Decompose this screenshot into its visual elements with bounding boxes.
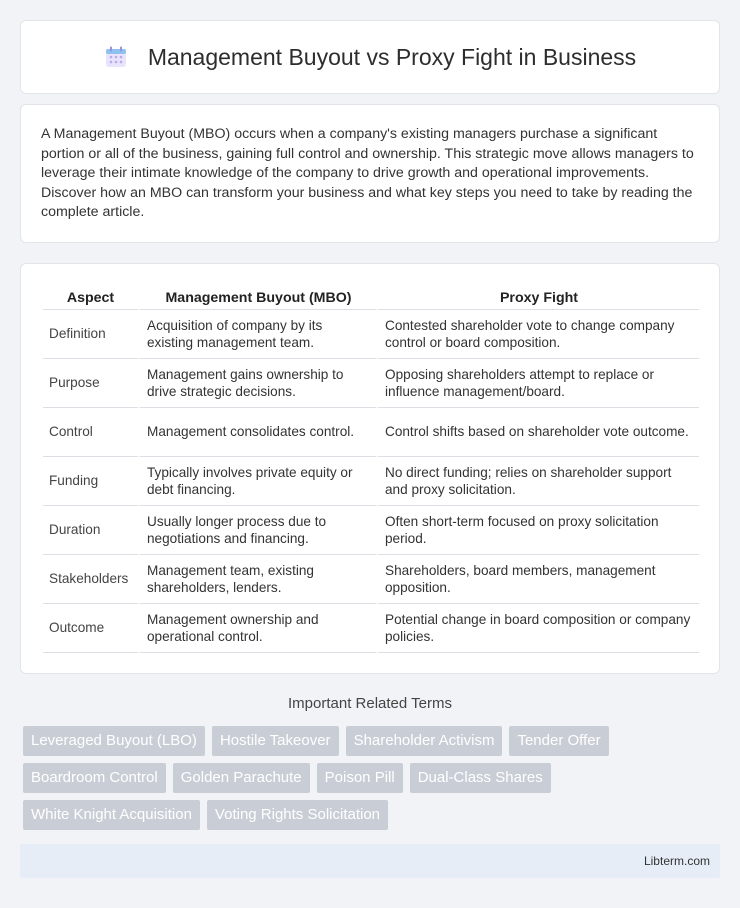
header-proxy-fight: Proxy Fight (376, 284, 699, 310)
intro-card (20, 104, 720, 243)
table-row (43, 457, 699, 506)
related-term-tag[interactable]: Poison Pill (317, 763, 403, 793)
row-mbo: Management team, existing shareholders, lenders. (138, 555, 376, 604)
related-term-tag[interactable]: White Knight Acquisition (23, 800, 200, 830)
table-row (43, 506, 699, 555)
footer (20, 844, 720, 878)
row-mbo: Acquisition of company by its existing management team. (138, 310, 376, 359)
row-proxy-fight: Potential change in board composition or company policies. (376, 604, 699, 653)
related-terms-list (23, 726, 723, 830)
table-row (43, 359, 699, 408)
row-mbo: Management gains ownership to drive strategic decisions. (138, 359, 376, 408)
calendar-icon (104, 45, 128, 69)
related-term-tag[interactable]: Hostile Takeover (212, 726, 339, 756)
row-aspect: Control (43, 408, 138, 457)
header-card (20, 20, 720, 94)
row-aspect: Definition (43, 310, 138, 359)
row-proxy-fight: Contested shareholder vote to change company control or board composition. (376, 310, 699, 359)
row-aspect: Duration (43, 506, 138, 555)
row-aspect: Funding (43, 457, 138, 506)
comparison-table (43, 284, 699, 653)
table-header-row (43, 284, 699, 310)
table-row (43, 555, 699, 604)
row-proxy-fight: Often short-term focused on proxy solicitation period. (376, 506, 699, 555)
footer-brand-link[interactable]: Libterm.com (643, 854, 710, 868)
page-title: Management Buyout vs Proxy Fight in Business (147, 43, 637, 70)
related-term-tag[interactable]: Voting Rights Solicitation (207, 800, 388, 830)
related-term-tag[interactable]: Dual-Class Shares (410, 763, 551, 793)
related-term-tag[interactable]: Tender Offer (509, 726, 608, 756)
related-terms-title: Important Related Terms (288, 695, 452, 712)
row-mbo: Typically involves private equity or debt financing. (138, 457, 376, 506)
header-mbo: Management Buyout (MBO) (138, 284, 376, 310)
row-proxy-fight: Shareholders, board members, management opposition. (376, 555, 699, 604)
table-row (43, 408, 699, 457)
row-proxy-fight: Control shifts based on shareholder vote outcome. (376, 408, 699, 457)
related-term-tag[interactable]: Boardroom Control (23, 763, 166, 793)
row-proxy-fight: No direct funding; relies on shareholder support and proxy solicitation. (376, 457, 699, 506)
related-term-tag[interactable]: Golden Parachute (173, 763, 310, 793)
table-row (43, 310, 699, 359)
intro-paragraph: A Management Buyout (MBO) occurs when a company's existing managers purchase a significant portion or all of the business, gaining full control and ownership. This strategic move allows managers to leverage their intimate knowledge of the company to drive growth and operational improvements. Discover how an MBO can transform your business and what key steps you need to take by reading the complete article. (41, 126, 694, 221)
related-term-tag[interactable]: Leveraged Buyout (LBO) (23, 726, 205, 756)
row-proxy-fight: Opposing shareholders attempt to replace or influence management/board. (376, 359, 699, 408)
row-mbo: Management ownership and operational control. (138, 604, 376, 653)
header-aspect: Aspect (43, 284, 138, 310)
related-term-tag[interactable]: Shareholder Activism (346, 726, 503, 756)
row-aspect: Stakeholders (43, 555, 138, 604)
row-aspect: Outcome (43, 604, 138, 653)
row-aspect: Purpose (43, 359, 138, 408)
row-mbo: Management consolidates control. (138, 408, 376, 457)
row-mbo: Usually longer process due to negotiations and financing. (138, 506, 376, 555)
table-row (43, 604, 699, 653)
comparison-card (20, 263, 720, 674)
